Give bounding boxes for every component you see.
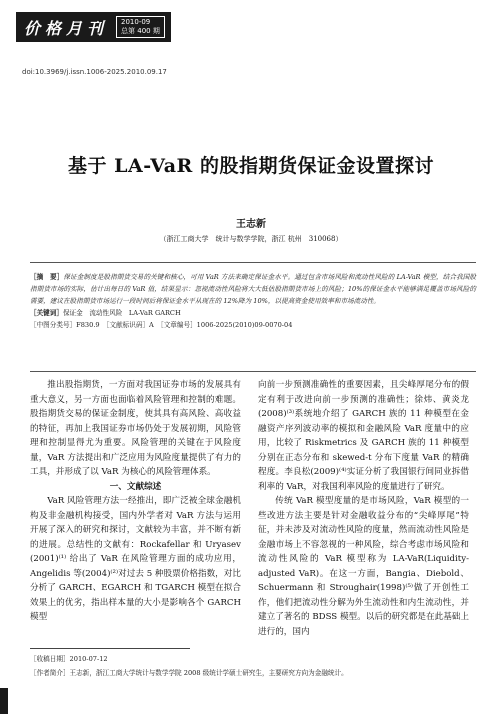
issue-info (116, 16, 165, 38)
abstract-block (30, 262, 476, 331)
keywords-label: ［关键词］ (30, 309, 63, 317)
left-column (30, 378, 241, 625)
section-heading: 一、文献综述 (109, 481, 162, 492)
keywords-line (30, 307, 476, 319)
journal-name: 价格月刊 (24, 18, 109, 38)
journal-masthead (16, 12, 171, 42)
issue-number: 总第 400 期 (121, 27, 160, 35)
page-edge-tab (0, 688, 8, 714)
author-bio: ［作者简介］王志新，浙江工商大学统计与数学学院 2008 级统计学硕士研究生，主要研究方向为金融统计。 (30, 669, 348, 677)
abstract (30, 271, 476, 307)
section-divider (30, 371, 476, 372)
abstract-text: 保证金制度是股指期货交易的关键和核心，可用 VaR 方法来确定保证金水平。通过包含市场风险和流动性风险的 LA-VaR 模型，结合我国股指期货市场的实际，估计出每日的 VaR 值，结果显示：忽视流动性风险将大大低估股指期货市场上的风险；10%的保证金水平能够满足覆盖市场风险的需要，建议在股指期货市场运行一段时间后将保证金水平从现在的 12%降为 10%，以提高资金使用效率和市场流动性。 (30, 273, 477, 305)
keywords: 保证金 流动性风险 LA-VaR GARCH (62, 309, 181, 317)
classification-line: ［中图分类号］F830.9 ［文献标识码］A ［文章编号］1006-2025(2010)09-0070-04 (30, 321, 293, 329)
received-date: ［收稿日期］2010-07-12 (30, 655, 108, 663)
abstract-label: ［摘 要］ (30, 273, 64, 281)
footnote-divider (30, 648, 190, 649)
paper-title: 基于 LA-VaR 的股指期货保证金设置探讨 (68, 155, 434, 177)
lavar-paragraph: 传统 VaR 模型度量的是市场风险，VaR 模型的一些改进方法主要是针对金融收益分布的“尖峰厚尾”特征，并未涉及对流动性风险的度量，然而流动性风险是金融市场上不容忽视的一种风险，综合考虑市场风险和流动性风险的 VaR 模型称为 LA-VaR(Liquidity-adjusted VaR)。在这一方面，Bangia、Diebold、Schuermann 和 Stroughair(1998)⁽⁵⁾做了开创性工作，他们把流动性分解为外生流动性和内生流动性，并建立了著名的 BDSS 模型。以后的研究都是在此基础上进行的，国内 (258, 496, 469, 637)
doi: doi:10.3969/j.issn.1006-2025.2010.09.17 (22, 68, 167, 76)
literature-paragraph: VaR 风险管理方法一经推出，即广泛被全球金融机构及非金融机构接受，国内外学者对 VaR 方法与运用开展了深入的研究和探讨，文献较为丰富，并不断有新的进展。总结性的文献有：Rockafellar 和 Uryasev (2001)⁽¹⁾ 给出了 VaR 在风险管理方面的成功应用，Angelidis 等(2004)⁽²⁾对过去 5 种股票价格指数，对比分析了 GARCH、EGARCH 和 TGARCH 模型在拟合效果上的优劣，指出样本量的大小是影响各个 GARCH 模型 (30, 496, 241, 622)
issue-date: 2010-09 (121, 18, 151, 26)
right-column (258, 378, 469, 639)
intro-paragraph: 推出股指期货，一方面对我国证券市场的发展具有重大意义，另一方面也面临着风险管理和控制的难题。股指期货交易的保证金制度，使其具有高风险、高收益的特征，再加上我国证券市场仍处于发展初期，风险管理和控制显得尤为重要。风险管理的关键在于风险度量，VaR 方法提出和广泛应用为风险度量提供了有力的工具，并形成了以 VaR 为核心的风险管理体系。 (30, 380, 241, 477)
continued-paragraph: 向前一步预测准确性的重要因素，且尖峰厚尾分布的假定有利于改进向前一步预测的准确性；徐炜、黄炎龙(2008)⁽³⁾系统地介绍了 GARCH 族的 11 种模型在金融资产序列波动率的模拟和金融风险 VaR 度量中的应用，比较了 Riskmetrics 及 GARCH 族的 11 种模型分别在正态分布和 skewed-t 分布下度量 VaR 的精确程度。李良松(2009)⁽⁴⁾实证分析了我国银行间同业拆借利率的 VaR，对我国利率风险的度量进行了研究。 (258, 380, 469, 492)
author-name: 王志新 (236, 219, 266, 230)
author-affiliation: （浙江工商大学 统计与数学学院，浙江 杭州 310068） (159, 235, 343, 243)
